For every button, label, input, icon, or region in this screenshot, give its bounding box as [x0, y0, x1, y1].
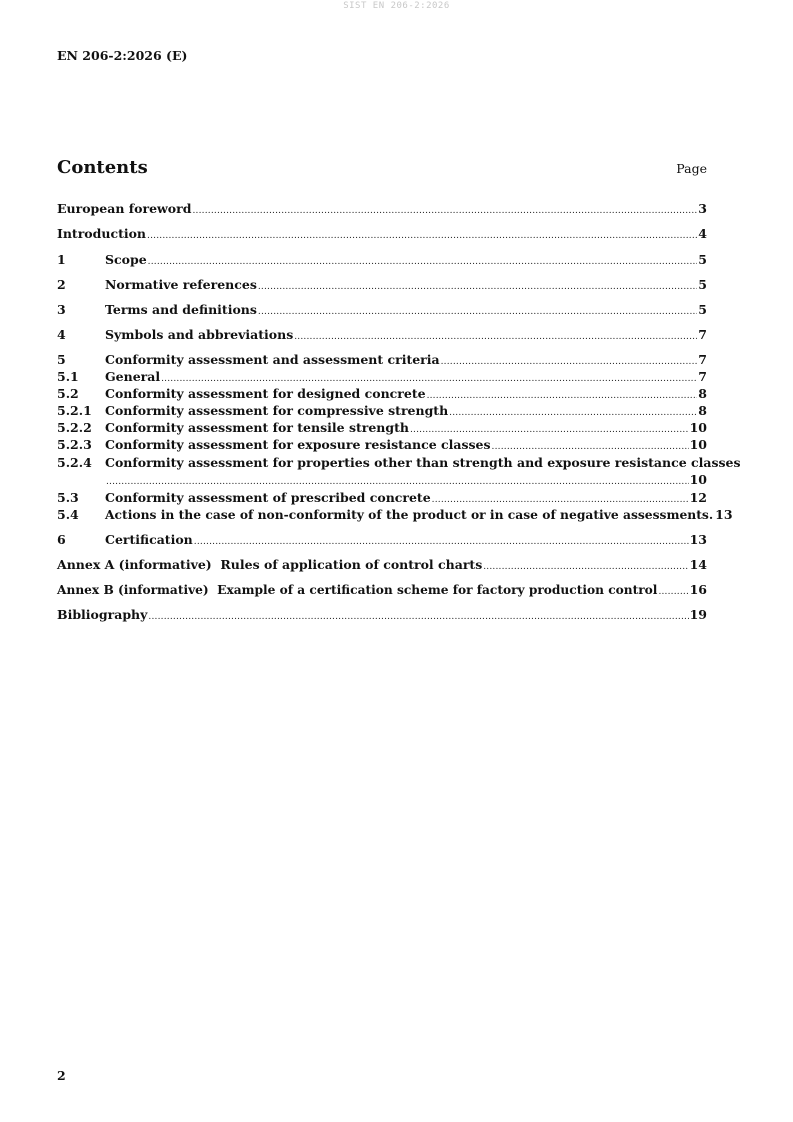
- toc-entry-page: 13: [715, 507, 733, 522]
- toc-entry-page: 8: [698, 403, 707, 418]
- toc-entry-text: Conformity assessment of prescribed concrete: [105, 490, 431, 505]
- toc-entry-number: 5.4: [57, 507, 79, 522]
- toc-leader-dots: [147, 226, 697, 244]
- toc-leader-dots: [294, 327, 697, 345]
- toc-entry-page: 13: [689, 532, 707, 547]
- toc-entry-text: Symbols and abbreviations: [105, 327, 294, 342]
- toc-entry-number: 2: [57, 277, 66, 292]
- toc-entry-page: 7: [698, 369, 707, 384]
- toc-entry-5-2[interactable]: [57, 386, 707, 402]
- toc-entry-page: 14: [689, 557, 707, 572]
- toc-entry-page: 5: [698, 277, 707, 292]
- toc-entry-text: Bibliography: [57, 607, 148, 622]
- toc-entry-page: 5: [698, 302, 707, 317]
- toc-leader-dots: [161, 369, 697, 387]
- toc-entry-text: European foreword: [57, 201, 192, 216]
- toc-entry-text: Normative references: [105, 277, 257, 292]
- toc-entry-text: Conformity assessment for exposure resistance classes: [105, 437, 491, 452]
- toc-leader-dots: [427, 386, 698, 404]
- toc-entry-text: Certification: [105, 532, 193, 547]
- toc-entry-european-foreword[interactable]: [57, 201, 707, 217]
- toc-entry-bibliography[interactable]: [57, 607, 707, 623]
- toc-entry-5-2-2[interactable]: [57, 420, 707, 436]
- toc-entry-number: 5.2: [57, 386, 79, 401]
- toc-entry-number: 5.2.2: [57, 420, 92, 435]
- contents-title: Contents: [57, 157, 148, 178]
- toc-entry-page: 7: [698, 327, 707, 342]
- toc-entry-number: 5.2.1: [57, 403, 92, 418]
- toc-entry-text: Actions in the case of non-conformity of the product or in case of negative assessments.: [105, 507, 714, 522]
- toc-entry-5-2-4[interactable]: [57, 455, 741, 471]
- toc-entry-text: Conformity assessment for compressive strength: [105, 403, 449, 418]
- toc-entry-number: 5.1: [57, 369, 79, 384]
- toc-leader-dots: [258, 277, 697, 295]
- toc-leader-dots: [148, 252, 698, 270]
- toc-leader-dots: [492, 437, 689, 455]
- toc-leader-dots: [258, 302, 697, 320]
- toc-entry-5-3[interactable]: [57, 490, 707, 506]
- toc-entry-5[interactable]: [57, 352, 707, 368]
- toc-entry-annex-b[interactable]: [57, 582, 707, 598]
- toc-entry-page: 5: [698, 252, 707, 267]
- toc-leader-dots: [106, 472, 689, 490]
- toc-entry-5-4[interactable]: [57, 507, 733, 523]
- page-column-label: Page: [676, 161, 707, 176]
- toc-entry-annex-a[interactable]: [57, 557, 707, 573]
- toc-entry-page: 12: [689, 490, 707, 505]
- toc-entry-page: 4: [698, 226, 707, 241]
- toc-leader-dots: [194, 532, 689, 550]
- contents-header: [57, 157, 707, 178]
- toc-entry-text: Scope: [105, 252, 147, 267]
- toc-entry-page: 10: [689, 472, 707, 487]
- toc-entry-page: 16: [689, 582, 707, 597]
- toc-entry-number: 6: [57, 532, 66, 547]
- toc-entry-number: 4: [57, 327, 66, 342]
- toc-leader-dots: [658, 582, 688, 600]
- toc-entry-text: Conformity assessment and assessment criteria: [105, 352, 440, 367]
- toc-entry-text: Terms and definitions: [105, 302, 257, 317]
- toc-entry-2[interactable]: [57, 277, 707, 293]
- toc-entry-page: 10: [689, 420, 707, 435]
- toc-leader-dots: [449, 403, 697, 421]
- toc-entry-text: Conformity assessment for properties other than strength and exposure resistance classes: [105, 455, 741, 470]
- toc-entry-page: 19: [689, 607, 707, 622]
- toc-entry-5-2-1[interactable]: [57, 403, 707, 419]
- toc-entry-page: 7: [698, 352, 707, 367]
- toc-leader-dots: [432, 490, 689, 508]
- toc-entry-3[interactable]: [57, 302, 707, 318]
- toc-leader-dots: [192, 201, 697, 219]
- toc-entry-number: 5.3: [57, 490, 79, 505]
- toc-entry-text: Conformity assessment for tensile strength: [105, 420, 409, 435]
- toc-leader-dots: [410, 420, 689, 438]
- document-id: EN 206-2:2026 (E): [57, 48, 188, 63]
- toc-entry-number: 1: [57, 252, 66, 267]
- toc-entry-text: Annex A (informative) Rules of application of control charts: [57, 557, 483, 572]
- watermark: SIST EN 206-2:2026: [343, 1, 450, 11]
- toc-entry-text: Introduction: [57, 226, 147, 241]
- toc-entry-1[interactable]: [57, 252, 707, 268]
- toc-entry-page: 3: [698, 201, 707, 216]
- toc-entry-5-1[interactable]: [57, 369, 707, 385]
- toc-entry-number: 5: [57, 352, 66, 367]
- toc-entry-6[interactable]: [57, 532, 707, 548]
- toc-entry-page: 8: [698, 386, 707, 401]
- toc-entry-page: 10: [689, 437, 707, 452]
- toc-entry-text: Annex B (informative) Example of a certification scheme for factory production control: [57, 583, 658, 597]
- toc-leader-dots: [441, 352, 698, 370]
- toc-leader-dots: [148, 607, 688, 625]
- toc-entry-introduction[interactable]: [57, 226, 707, 242]
- toc-entry-4[interactable]: [57, 327, 707, 343]
- toc-entry-text: Conformity assessment for designed concrete: [105, 386, 426, 401]
- toc-entry-number: 5.2.3: [57, 437, 92, 452]
- toc-entry-number: 3: [57, 302, 66, 317]
- toc-leader-dots: [483, 557, 688, 575]
- page-number: 2: [57, 1068, 66, 1083]
- toc-entry-5-2-3[interactable]: [57, 437, 707, 453]
- toc-entry-5-2-4-continuation[interactable]: [57, 472, 707, 488]
- toc-entry-text: General: [105, 369, 161, 384]
- toc-entry-number: 5.2.4: [57, 455, 92, 470]
